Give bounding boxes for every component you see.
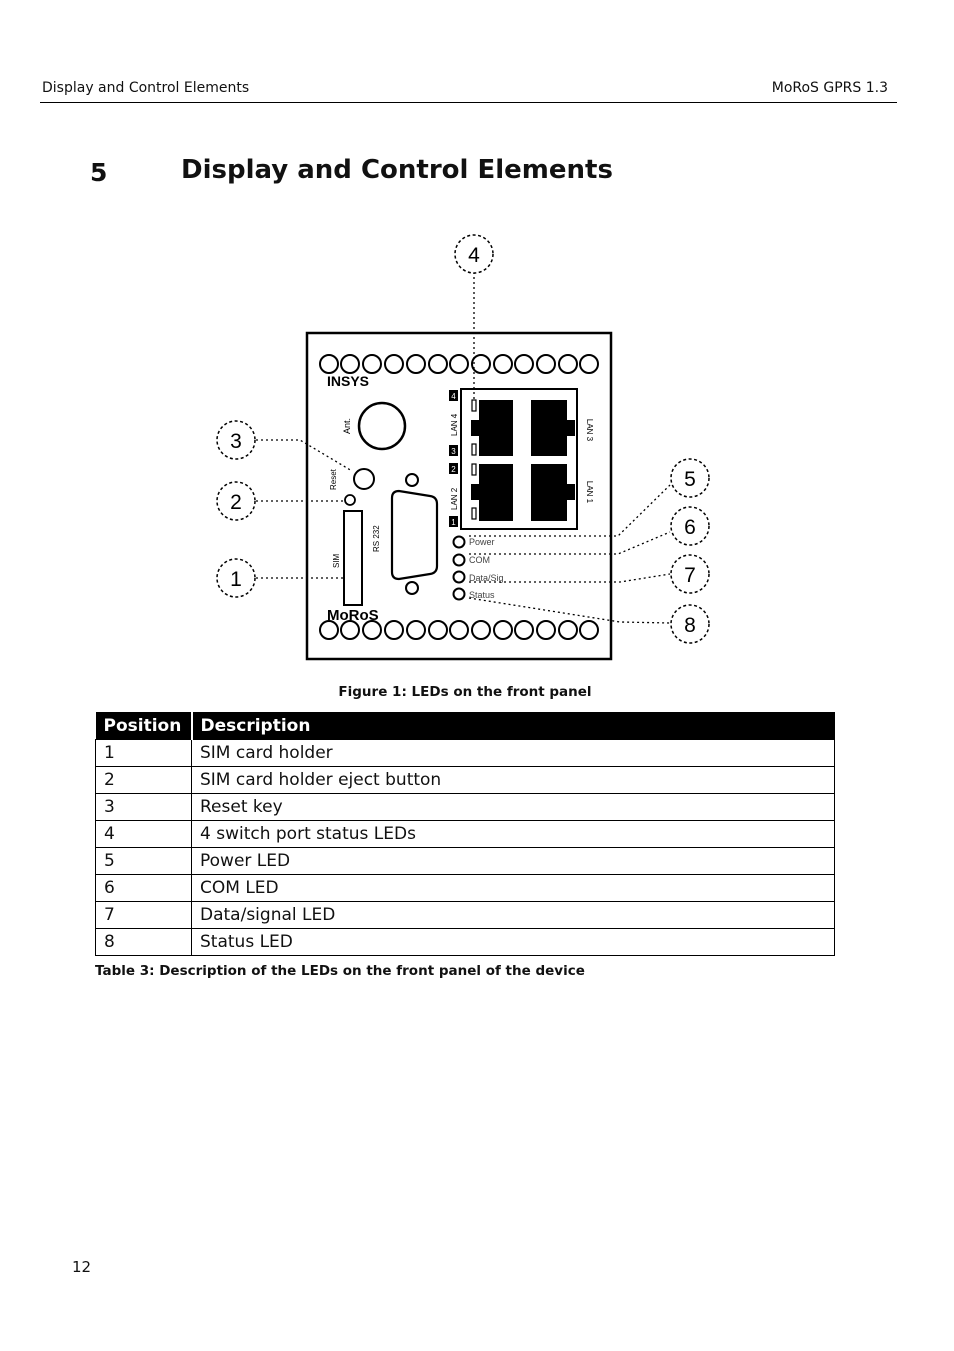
led-label-com: COM: [469, 555, 490, 565]
table-cell-position: 5: [96, 848, 192, 875]
led-label-data-sig: Data/Sig: [469, 573, 504, 583]
table-row: [96, 929, 835, 956]
lan3-port-icon: [531, 400, 575, 456]
chapter-number: 5: [90, 158, 108, 187]
port-status-leds: [472, 400, 476, 519]
callout-leaders: [256, 272, 670, 623]
table-cell-position: 6: [96, 875, 192, 902]
rs232-screw-top-icon: [406, 474, 418, 486]
table-cell-description: 4 switch port status LEDs: [192, 821, 835, 848]
table-cell-position: 2: [96, 767, 192, 794]
front-panel-figure: [210, 232, 720, 664]
led-description-table: [95, 712, 835, 956]
figure-caption: Figure 1: LEDs on the front panel: [338, 684, 592, 700]
callout-1: 1: [230, 568, 242, 591]
brand-insys: INSYS: [327, 373, 370, 389]
table-row: [96, 848, 835, 875]
antenna-connector-icon: [359, 403, 405, 449]
com-led-icon: [454, 555, 465, 566]
terminal-row-top: [320, 355, 598, 373]
label-sim: SIM: [332, 553, 341, 568]
front-leds: [454, 537, 504, 601]
header-document-title: MoRoS GPRS 1.3: [771, 80, 888, 96]
label-ant: Ant.: [342, 417, 352, 434]
table-cell-description: SIM card holder: [192, 740, 835, 767]
callout-5: 5: [684, 468, 696, 491]
lan4-port-icon: [471, 400, 513, 456]
table-caption: Table 3: Description of the LEDs on the front panel of the device: [95, 963, 585, 979]
table-row: [96, 767, 835, 794]
status-led-icon: [454, 589, 465, 600]
table-cell-position: 8: [96, 929, 192, 956]
label-rs232: RS 232: [372, 525, 381, 552]
lan1-port-icon: [531, 464, 575, 521]
table-row: [96, 902, 835, 929]
table-cell-position: 3: [96, 794, 192, 821]
reset-key-icon: [354, 469, 374, 489]
table-cell-position: 1: [96, 740, 192, 767]
table-cell-description: Power LED: [192, 848, 835, 875]
callout-4: 4: [468, 244, 480, 267]
brand-moros: MoRoS: [327, 607, 379, 624]
header-section-title: Display and Control Elements: [42, 80, 250, 96]
table-cell-position: 7: [96, 902, 192, 929]
port-number-4: 4: [451, 392, 456, 401]
table-cell-description: Reset key: [192, 794, 835, 821]
table-cell-position: 4: [96, 821, 192, 848]
power-led-icon: [454, 537, 465, 548]
label-lan4: LAN 4: [450, 413, 459, 436]
header-rule: [40, 102, 897, 103]
lan2-port-icon: [471, 464, 513, 521]
port-number-2: 2: [451, 465, 456, 474]
led-label-power: Power: [469, 537, 495, 547]
data-sig-led-icon: [454, 572, 465, 583]
callout-2: 2: [230, 491, 242, 514]
callout-7: 7: [684, 564, 696, 587]
rs232-connector-icon: [392, 491, 437, 579]
label-lan1: LAN 1: [585, 480, 594, 504]
label-lan2: LAN 2: [450, 487, 459, 510]
table-row: [96, 740, 835, 767]
table-row: [96, 821, 835, 848]
sim-holder-icon: [344, 511, 362, 605]
table-cell-description: Data/signal LED: [192, 902, 835, 929]
table-row: [96, 875, 835, 902]
table-cell-description: Status LED: [192, 929, 835, 956]
chapter-title: Display and Control Elements: [181, 155, 613, 185]
table-cell-description: COM LED: [192, 875, 835, 902]
table-header-row: [96, 712, 835, 740]
label-lan3: LAN 3: [585, 418, 594, 442]
table-row: [96, 794, 835, 821]
callout-3: 3: [230, 430, 242, 453]
rs232-screw-bottom-icon: [406, 582, 418, 594]
label-reset: Reset: [329, 469, 338, 490]
table-header-description: Description: [192, 712, 835, 740]
callout-6: 6: [684, 516, 696, 539]
port-number-1: 1: [451, 518, 456, 527]
lan-ports: [471, 400, 575, 521]
port-number-3: 3: [451, 447, 456, 456]
page-number: 12: [72, 1258, 92, 1276]
table-cell-description: SIM card holder eject button: [192, 767, 835, 794]
sim-eject-button-icon: [345, 495, 355, 505]
callout-8: 8: [684, 614, 696, 637]
led-label-status: Status: [469, 590, 495, 600]
table-header-position: Position: [96, 712, 192, 740]
